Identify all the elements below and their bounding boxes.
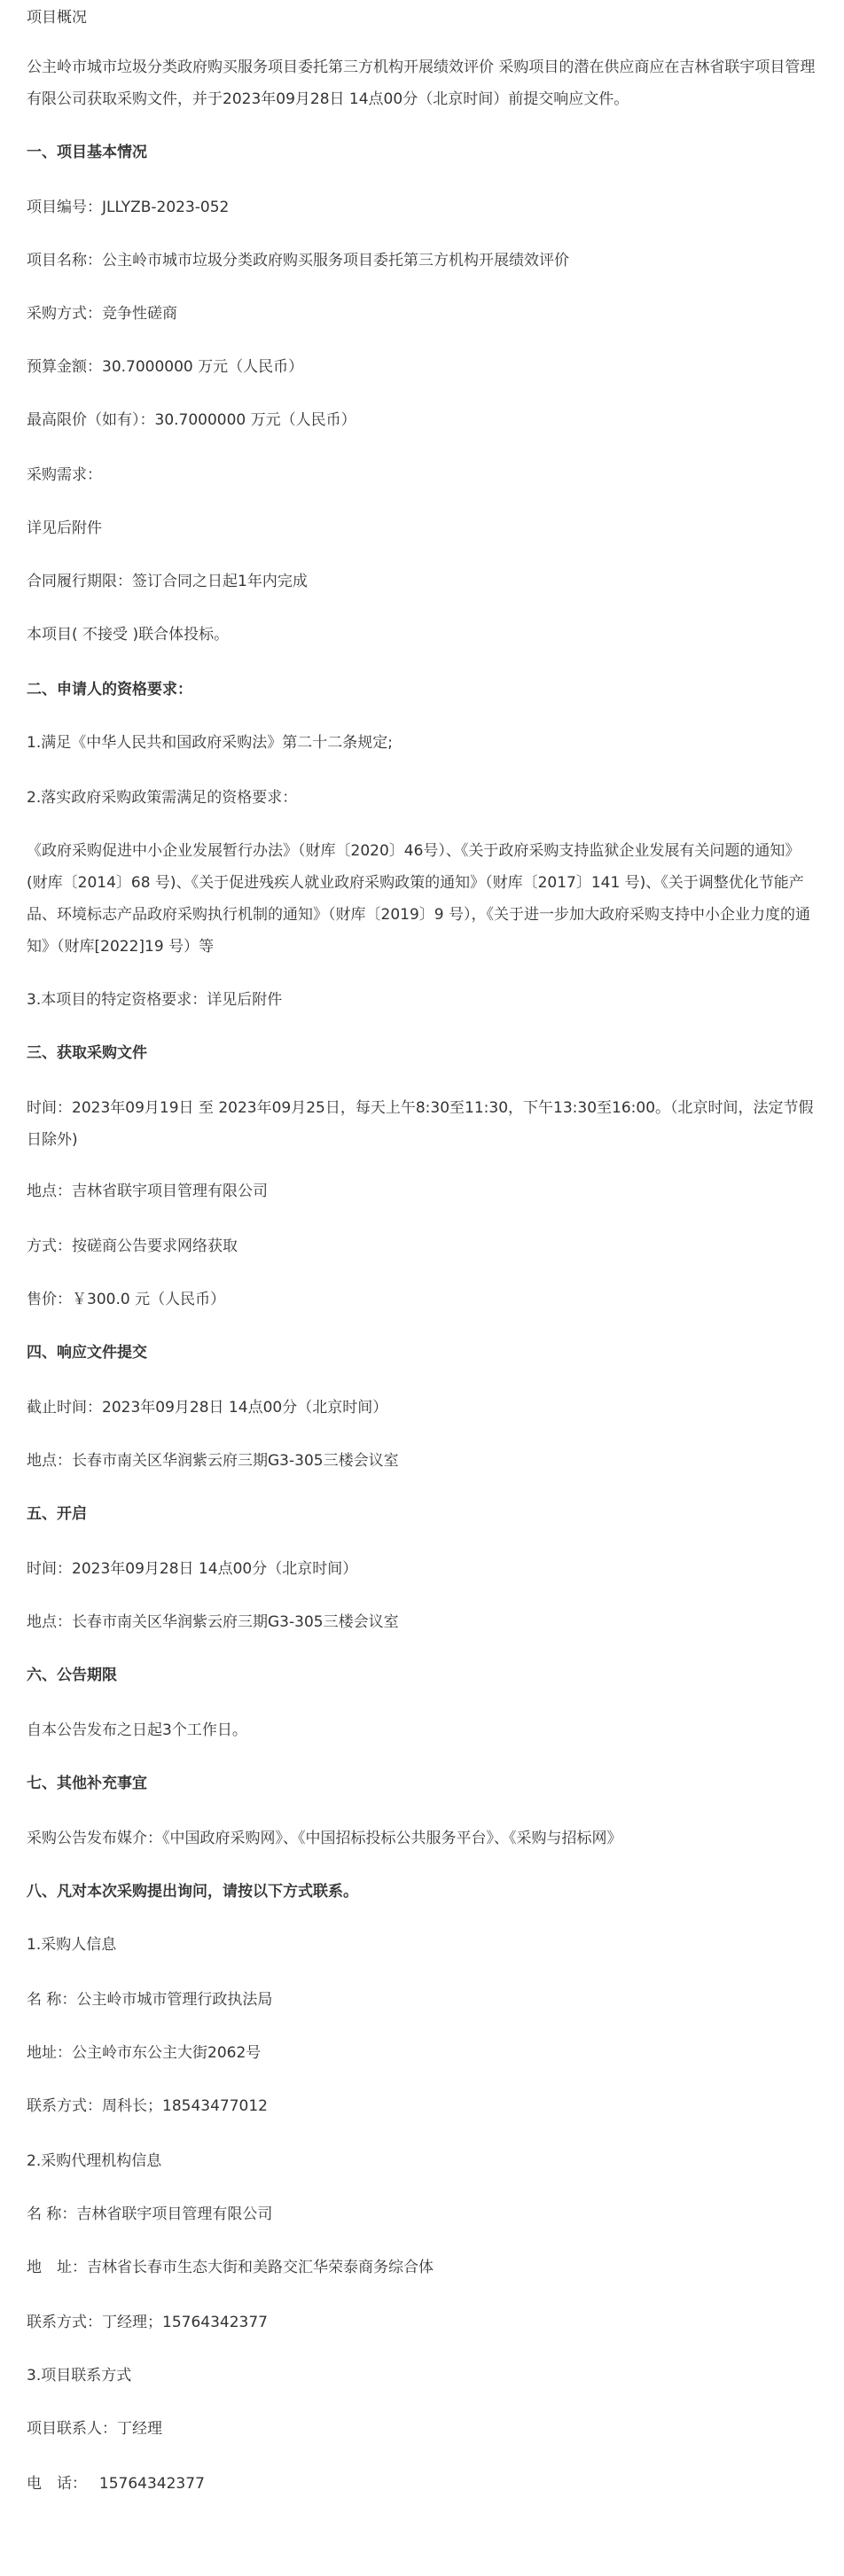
- qualification-item-3: 3.本项目的特定资格要求：详见后附件: [27, 991, 283, 1009]
- contract-period: 合同履行期限：签订合同之日起1年内完成: [27, 573, 308, 590]
- project-number: 项目编号：JLLYZB-2023-052: [27, 199, 230, 216]
- budget-amount: 预算金额：30.7000000 万元（人民币）: [27, 358, 304, 376]
- section8-heading: 八、凡对本次采购提出询问，请按以下方式联系。: [27, 1883, 358, 1901]
- section5-heading: 五、开启: [27, 1505, 87, 1523]
- acquire-way: 方式：按磋商公告要求网络获取: [27, 1237, 238, 1255]
- acquire-time: 时间：2023年09月19日 至 2023年09月25日，每天上午8:30至11:30，下午13:30至16:00。（北京时间，法定节假日除外): [27, 1099, 814, 1149]
- procurement-method: 采购方式：竞争性磋商: [27, 305, 177, 323]
- project-contact-person: 项目联系人：丁经理: [27, 2420, 162, 2438]
- section3-heading: 三、获取采购文件: [27, 1044, 147, 1062]
- submission-place: 地点：长春市南关区华润紫云府三期G3-305三楼会议室: [27, 1452, 399, 1470]
- project-contact-phone: 电 话： 15764342377: [27, 2475, 205, 2493]
- publication-media: 采购公告发布媒介：《中国政府采购网》、《中国招标投标公共服务平台》、《采购与招标网》: [27, 1830, 622, 1847]
- section7-heading: 七、其他补充事宜: [27, 1775, 147, 1792]
- qualification-item-2: 2.落实政府采购政策需满足的资格要求：: [27, 789, 298, 807]
- agent-address: 地 址：吉林省长春市生态大街和美路交汇华荣泰商务综合体: [27, 2259, 434, 2276]
- submission-deadline: 截止时间：2023年09月28日 14点00分（北京时间）: [27, 1399, 388, 1417]
- section1-heading: 一、项目基本情况: [27, 144, 147, 161]
- section6-heading: 六、公告期限: [27, 1667, 117, 1684]
- agent-contact: 联系方式：丁经理；15764342377: [27, 2314, 268, 2331]
- acquire-price: 售价：￥300.0 元（人民币）: [27, 1291, 226, 1308]
- notice-period: 自本公告发布之日起3个工作日。: [27, 1721, 247, 1739]
- buyer-contact: 联系方式：周科长；18543477012: [27, 2097, 268, 2115]
- agent-name: 名 称：吉林省联宇项目管理有限公司: [27, 2205, 273, 2223]
- opening-time: 时间：2023年09月28日 14点00分（北京时间）: [27, 1560, 358, 1578]
- section2-heading: 二、申请人的资格要求：: [27, 681, 192, 699]
- agent-info-title: 2.采购代理机构信息: [27, 2152, 162, 2170]
- acquire-place: 地点：吉林省联宇项目管理有限公司: [27, 1183, 268, 1200]
- section4-heading: 四、响应文件提交: [27, 1344, 147, 1362]
- buyer-address: 地址：公主岭市东公主大街2062号: [27, 2044, 262, 2062]
- consortium-note: 本项目( 不接受 )联合体投标。: [27, 626, 230, 644]
- opening-place: 地点：长春市南关区华润紫云府三期G3-305三楼会议室: [27, 1613, 399, 1631]
- page-title: 项目概况: [27, 9, 87, 27]
- max-price: 最高限价（如有）：30.7000000 万元（人民币）: [27, 411, 356, 429]
- buyer-name: 名 称：公主岭市城市管理行政执法局: [27, 1991, 273, 2009]
- requirement-value: 详见后附件: [27, 519, 102, 537]
- buyer-info-title: 1.采购人信息: [27, 1936, 117, 1954]
- requirement-label: 采购需求：: [27, 466, 102, 484]
- qualification-item-2-detail: 《政府采购促进中小企业发展暂行办法》（财库〔2020〕46号）、《关于政府采购支持监狱企业发展有关问题的通知》(财库〔2014〕68 号)、《关于促进残疾人就业政府采购政策的通知》（财库〔2017〕141 号)、《关于调整优化节能产品、环境标志产品政府采购执行机制的通知》（财库〔2019〕9 号），《关于进一步加大政府采购支持中小企业力度的通知》（财库[2022]19 号）等: [27, 842, 810, 956]
- overview-text: 公主岭市城市垃圾分类政府购买服务项目委托第三方机构开展绩效评价 采购项目的潜在供应商应在吉林省联宇项目管理有限公司获取采购文件，并于2023年09月28日 14点00分（北京时间）前提交响应文件。: [27, 59, 816, 108]
- project-contact-title: 3.项目联系方式: [27, 2367, 132, 2385]
- qualification-item-1: 1.满足《中华人民共和国政府采购法》第二十二条规定;: [27, 734, 393, 752]
- project-name: 项目名称：公主岭市城市垃圾分类政府购买服务项目委托第三方机构开展绩效评价: [27, 252, 569, 269]
